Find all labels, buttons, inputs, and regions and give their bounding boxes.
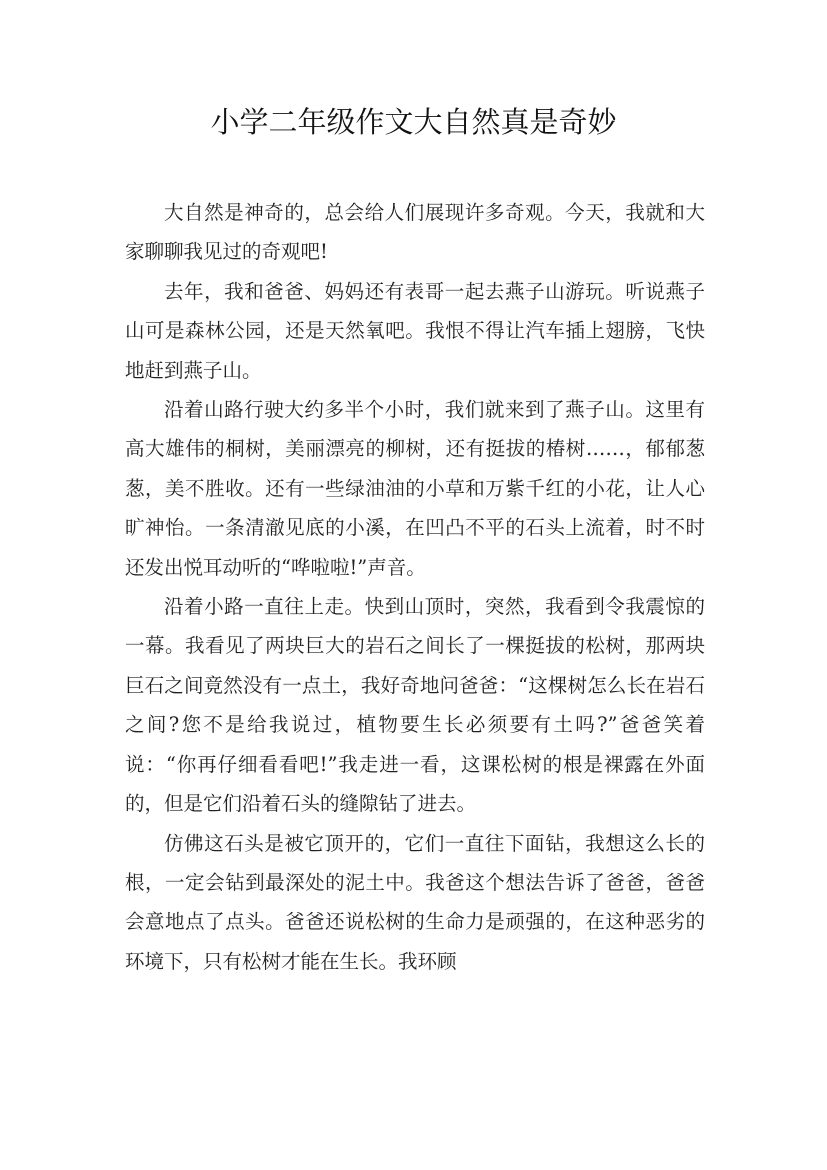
document-body (125, 193, 705, 981)
paragraph: 沿着小路一直往上走。快到山顶时，突然，我看到令我震惊的一幕。我看见了两块巨大的岩石之间长了一棵挺拔的松树，那两块巨石之间竟然没有一点土，我好奇地问爸爸：“这棵树怎么长在岩石之间?您不是给我说过，植物要生长必须要有土吗?”爸爸笑着说：“你再仔细看看吧!”我走进一看，这课松树的根是裸露在外面的，但是它们沿着石头的缝隙钻了进去。 (125, 595, 705, 816)
paragraph: 去年，我和爸爸、妈妈还有表哥一起去燕子山游玩。听说燕子山可是森林公园，还是天然氧吧。我恨不得让汽车插上翅膀，飞快地赶到燕子山。 (125, 279, 705, 382)
paragraph: 仿佛这石头是被它顶开的，它们一直往下面钻，我想这么长的根，一定会钻到最深处的泥土中。我爸这个想法告诉了爸爸，爸爸会意地点了点头。爸爸还说松树的生命力是顽强的，在这种恶劣的环境下，只有松树才能在生长。我环顾 (125, 831, 705, 973)
document-title: 小学二年级作文大自然真是奇妙 (210, 105, 617, 139)
paragraph: 大自然是神奇的，总会给人们展现许多奇观。今天，我就和大家聊聊我见过的奇观吧! (125, 201, 705, 264)
paragraph: 沿着山路行驶大约多半个小时，我们就来到了燕子山。这里有高大雄伟的桐树，美丽漂亮的柳树，还有挺拔的椿树……，郁郁葱葱，美不胜收。还有一些绿油油的小草和万紫千红的小花，让人心旷神怡。一条清澈见底的小溪，在凹凸不平的石头上流着，时不时还发出悦耳动听的“哗啦啦!”声音。 (125, 398, 705, 579)
